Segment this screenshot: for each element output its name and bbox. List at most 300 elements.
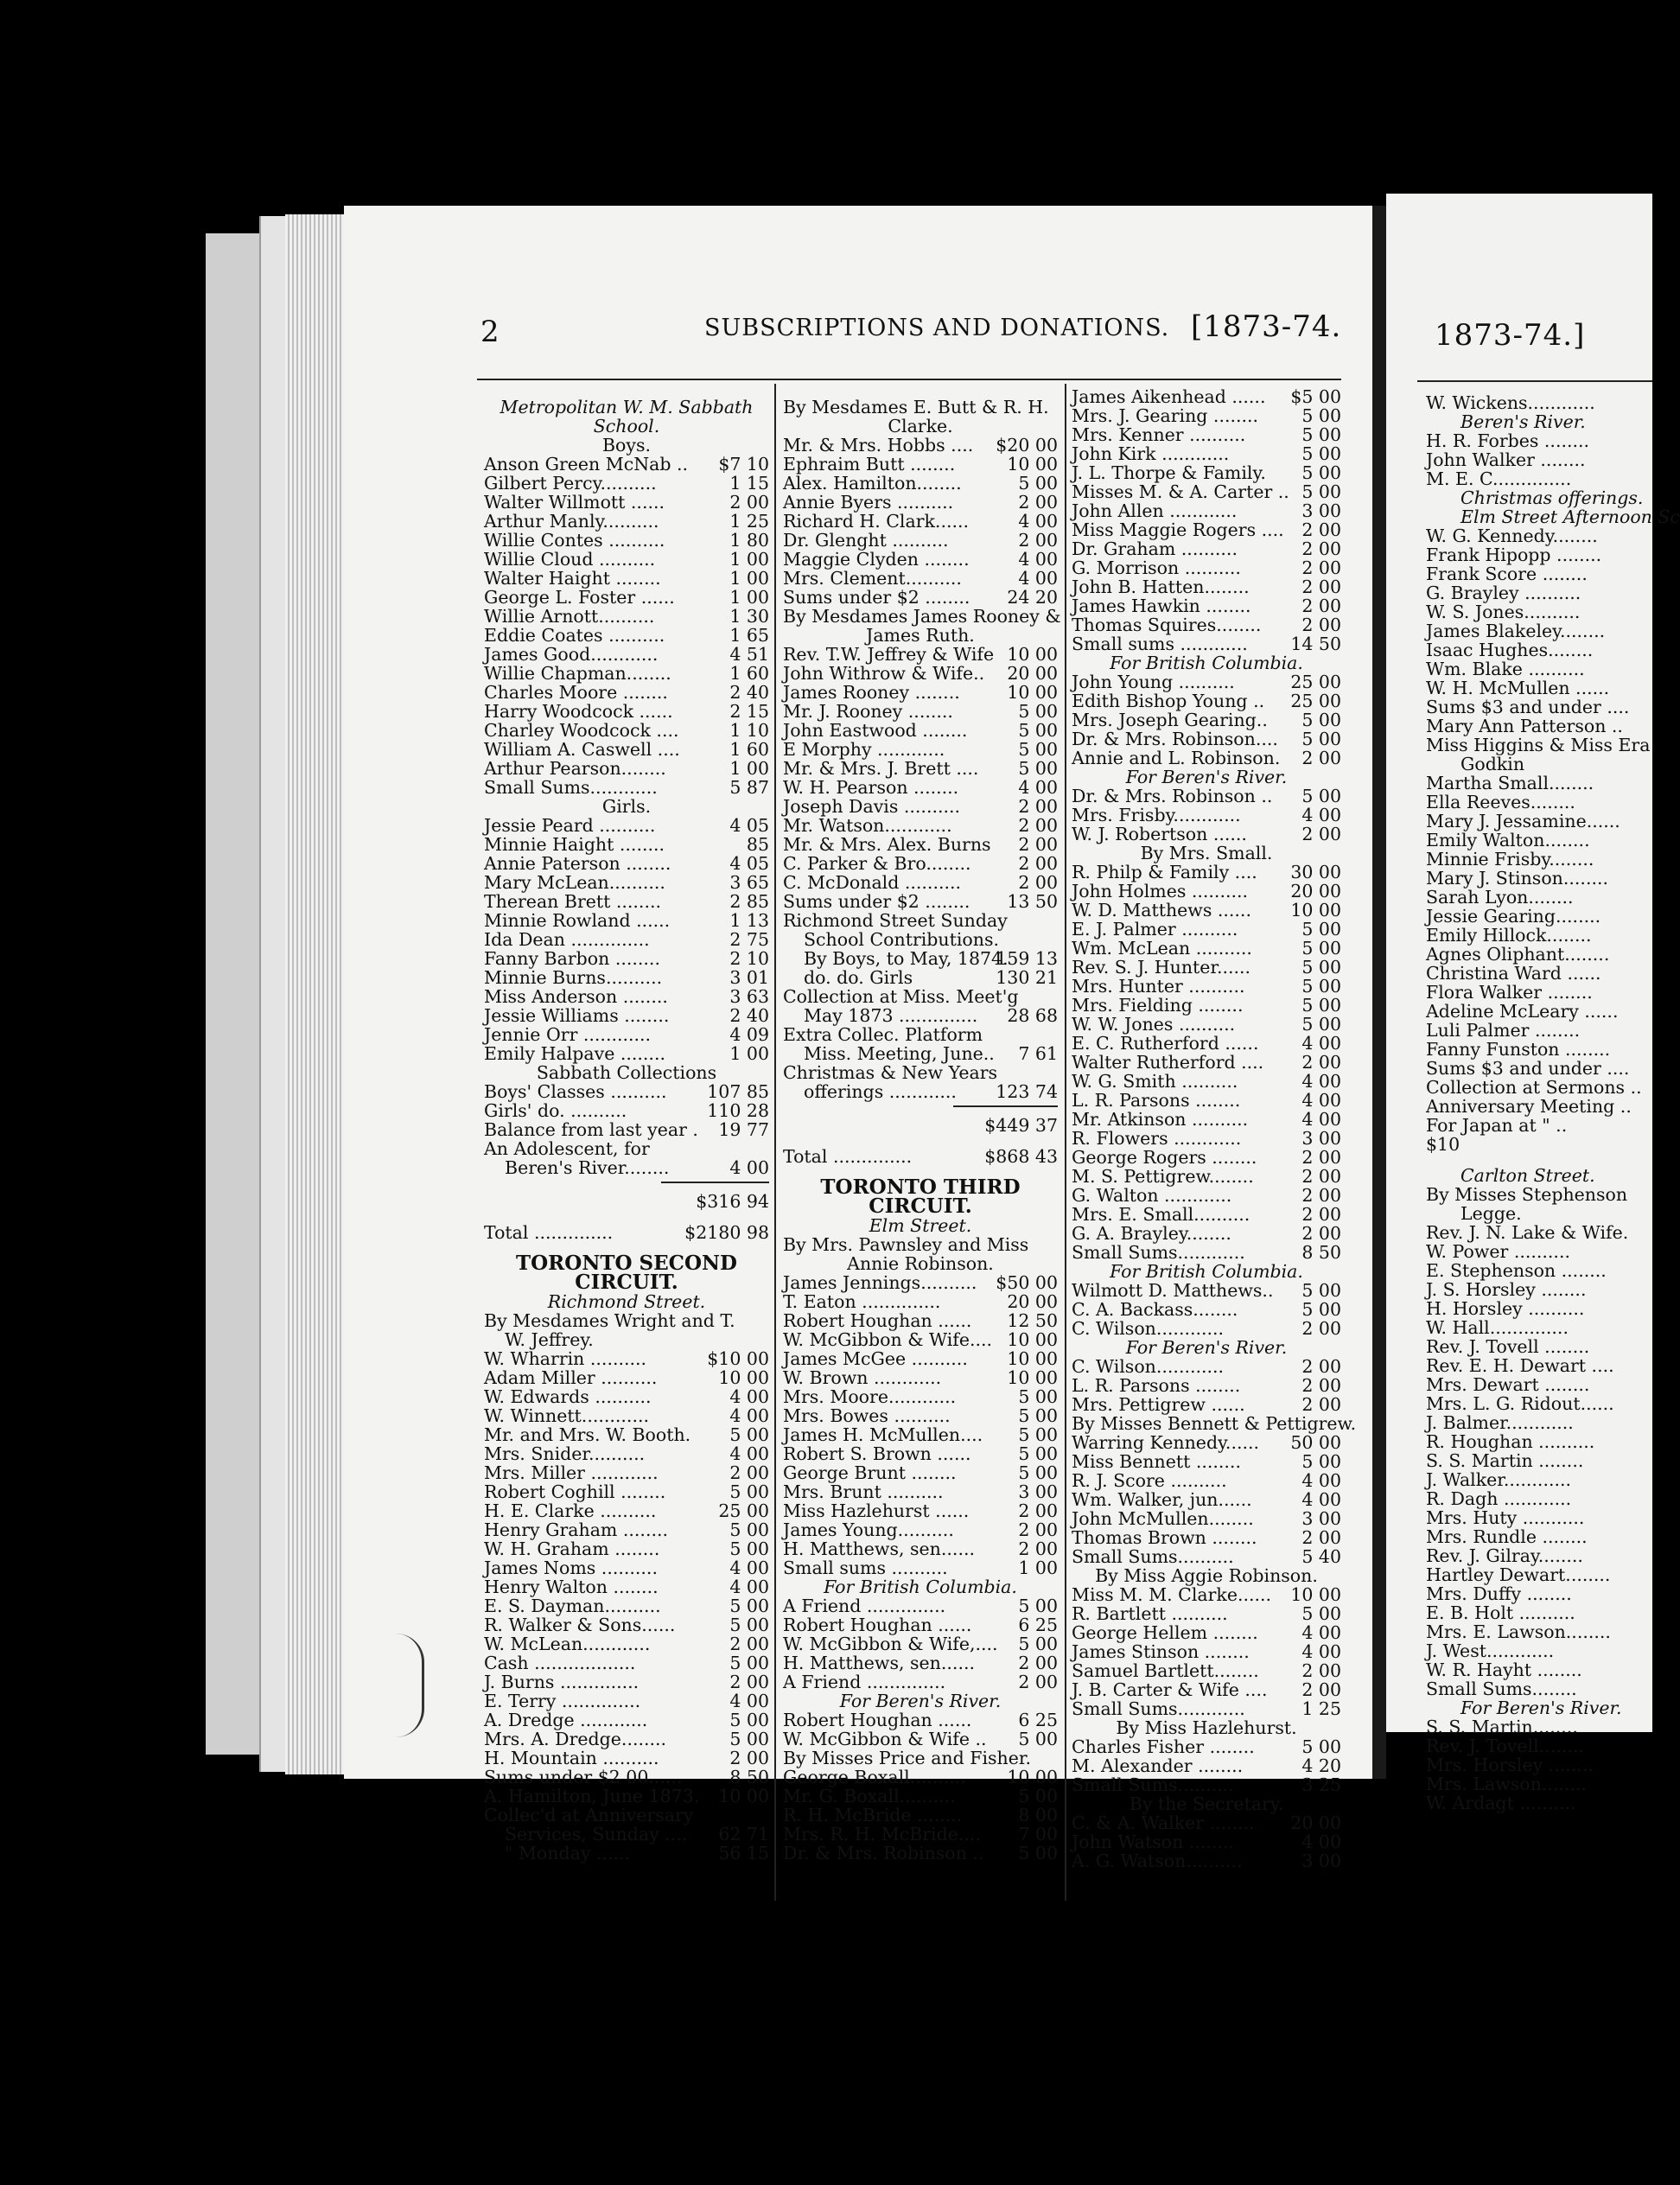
entry-name: Robert Coghill ........: [484, 1481, 666, 1502]
entry-amount: 4 00: [729, 1443, 769, 1464]
entry-row: [1072, 825, 1341, 844]
entry-amount: 2 00: [729, 1748, 769, 1768]
entry-amount: 2 00: [1301, 519, 1341, 540]
entry-name: Boys.: [601, 435, 652, 455]
entry-row: Rev. J. Tovell ........: [1426, 1336, 1590, 1357]
entry-amount: $2180 98: [684, 1222, 769, 1243]
entry-amount: 2 85: [729, 891, 769, 912]
entry-name: A. Hamilton, June 1873.: [484, 1786, 700, 1806]
entry-name: Mrs. J. Gearing ........: [1072, 405, 1259, 426]
entry-name: Wm. McLean ..........: [1072, 938, 1252, 959]
entry-row: By Misses Stephenson: [1426, 1184, 1628, 1205]
entry-name: Fanny Barbon ........: [484, 948, 660, 969]
entry-row: [783, 664, 1058, 683]
entry-row: [1072, 1262, 1341, 1281]
entry-name: Small Sums............: [1072, 1242, 1245, 1263]
entry-name: Willie Cloud ..........: [484, 549, 656, 570]
entry-amount: 2 00: [1301, 748, 1341, 768]
entry-amount: 20 00: [1290, 1812, 1341, 1833]
entry-name: Mrs. Moore............: [783, 1386, 957, 1407]
entry-name: C. A. Backass........: [1072, 1299, 1238, 1320]
entry-row: [1072, 520, 1341, 539]
entry-row: [484, 1223, 769, 1242]
entry-row: [783, 1634, 1058, 1653]
entry-name: May 1873 ..............: [804, 1005, 978, 1026]
entry-amount: 2 00: [1301, 1052, 1341, 1073]
subtotal-rule: [953, 1105, 1058, 1107]
entry-name: An Adolescent, for: [484, 1138, 650, 1159]
entry-row: [1072, 806, 1341, 825]
entry-amount: 19 77: [718, 1119, 769, 1140]
entry-name: School Contributions.: [804, 929, 1000, 950]
entry-row: [484, 398, 769, 417]
entry-amount: 5 00: [729, 1653, 769, 1673]
entry-amount: 5 00: [729, 1729, 769, 1749]
entry-row: [783, 892, 1058, 911]
entry-amount: 7 61: [1018, 1043, 1058, 1064]
entry-name: G. A. Brayley........: [1072, 1223, 1231, 1244]
entry-row: [783, 1520, 1058, 1539]
entry-row: [783, 968, 1058, 987]
entry-amount: 2 00: [1301, 615, 1341, 635]
entry-name: Miss Hazlehurst ......: [783, 1500, 970, 1521]
entry-amount: 5 00: [729, 1424, 769, 1445]
entry-name: Adam Miller ..........: [484, 1367, 658, 1388]
entry-row: Small Sums........: [1426, 1679, 1577, 1699]
entry-row: [783, 1025, 1058, 1044]
entry-name: John Watson ........: [1072, 1831, 1234, 1852]
entry-amount: 4 00: [1301, 1033, 1341, 1054]
entry-row: [484, 626, 769, 645]
entry-row: [783, 1482, 1058, 1501]
entry-name: Charles Fisher ........: [1072, 1736, 1255, 1757]
entry-name: E. Terry ..............: [484, 1691, 641, 1711]
entry-row: [783, 1135, 1058, 1147]
entry-name: Small Sums............: [1072, 1698, 1245, 1719]
entry-row: [1072, 1433, 1341, 1452]
entry-row: [484, 892, 769, 911]
entry-amount: 8 50: [729, 1767, 769, 1787]
entry-row: [1072, 920, 1341, 939]
entry-name: Mr. Atkinson ..........: [1072, 1109, 1249, 1130]
entry-row: [484, 1311, 769, 1330]
entry-row: [484, 569, 769, 588]
entry-row: Ella Reeves........: [1426, 792, 1575, 812]
entry-row: [783, 949, 1058, 968]
entry-amount: 4 00: [1018, 568, 1058, 589]
entry-row: [1072, 1490, 1341, 1509]
entry-row: Mrs. Dewart ........: [1426, 1374, 1590, 1395]
entry-row: [783, 1368, 1058, 1387]
entry-name: Metropolitan W. M. Sabbath: [500, 397, 754, 417]
entry-name: Girls.: [601, 796, 652, 817]
column-rule-2: [1065, 384, 1066, 1901]
entry-row: [783, 569, 1058, 588]
entry-amount: 5 00: [1301, 424, 1341, 445]
entry-amount: 2 00: [1018, 1672, 1058, 1692]
entry-amount: 5 00: [1301, 481, 1341, 502]
entry-row: [1072, 1167, 1341, 1186]
entry-name: For British Columbia.: [1110, 1261, 1303, 1282]
entry-name: James Young..........: [783, 1519, 954, 1540]
entry-row: [783, 1672, 1058, 1691]
entry-row: [484, 1292, 769, 1311]
entry-name: R. Philp & Family ....: [1072, 862, 1257, 882]
entry-row: [1072, 1205, 1341, 1224]
entry-name: Girls' do. ..........: [484, 1100, 627, 1121]
entry-name: Wilmott D. Matthews..: [1072, 1280, 1274, 1301]
entry-row: W. Ardagt ..........: [1426, 1793, 1576, 1813]
entry-row: [1072, 1509, 1341, 1528]
entry-row: [484, 1082, 769, 1101]
entry-name: G. Morrison ..........: [1072, 557, 1241, 578]
entry-row: [783, 1330, 1058, 1349]
entry-amount: 2 00: [1018, 1519, 1058, 1540]
entry-row: [783, 1425, 1058, 1444]
entry-name: E. S. Dayman..........: [484, 1596, 661, 1616]
entry-name: C. Wilson............: [1072, 1318, 1225, 1339]
column-3: [1072, 386, 1357, 1871]
entry-name: By the Secretary.: [1129, 1793, 1284, 1814]
entry-amount: 2 15: [729, 701, 769, 722]
entry-row: Christmas offerings.: [1460, 487, 1644, 508]
entry-name: Samuel Bartlett........: [1072, 1660, 1259, 1681]
entry-row: Martha Small........: [1426, 773, 1594, 793]
entry-row: Rev. J. Gilray........: [1426, 1545, 1583, 1566]
entry-row: Hartley Dewart........: [1426, 1564, 1611, 1585]
entry-row: [484, 1806, 769, 1825]
entry-name: E. C. Rutherford ......: [1072, 1033, 1259, 1054]
entry-row: [484, 1158, 769, 1177]
entry-name: Joseph Davis ..........: [783, 796, 961, 817]
entry-row: [1072, 1338, 1341, 1357]
entry-name: Edith Bishop Young ..: [1072, 691, 1265, 711]
entry-row: G. Brayley ..........: [1426, 583, 1581, 603]
entry-name: For British Columbia.: [824, 1577, 1017, 1597]
entry-row: [783, 1463, 1058, 1482]
entry-row: Mrs. Lawson........: [1426, 1774, 1587, 1794]
entry-name: H. Matthews, sen......: [783, 1653, 975, 1673]
entry-amount: 5 00: [1018, 720, 1058, 741]
entry-amount: 2 00: [729, 1462, 769, 1483]
entry-row: W. G. Kennedy........: [1426, 526, 1598, 546]
entry-row: [783, 1311, 1058, 1330]
entry-name: W. J. Robertson ......: [1072, 824, 1247, 844]
entry-amount: 4 05: [729, 815, 769, 836]
entry-row: [783, 1539, 1058, 1558]
column-2: [783, 397, 1061, 1863]
entry-amount: 1 60: [729, 739, 769, 760]
entry-row: [1072, 1756, 1341, 1775]
entry-row: [783, 1787, 1058, 1806]
entry-name: C. Wilson............: [1072, 1356, 1225, 1377]
entry-name: Balance from last year .: [484, 1119, 698, 1140]
entry-amount: 2 00: [1301, 1166, 1341, 1187]
entry-name: Extra Collec. Platform: [783, 1024, 983, 1045]
entry-name: " Monday ......: [505, 1843, 631, 1863]
entry-amount: 3 00: [1301, 500, 1341, 521]
entry-name: Charley Woodcock ....: [484, 720, 679, 741]
entry-name: Mr. & Mrs. Hobbs ....: [783, 435, 974, 455]
entry-row: [783, 1596, 1058, 1615]
entry-row: [1072, 1813, 1341, 1832]
entry-amount: 10 00: [1290, 900, 1341, 921]
entry-amount: 5 00: [1018, 1405, 1058, 1426]
entry-amount: 5 00: [1301, 786, 1341, 806]
entry-amount: 2 00: [1301, 1375, 1341, 1396]
entry-amount: 2 00: [1018, 834, 1058, 855]
entry-amount: 4 00: [1301, 1470, 1341, 1491]
entry-amount: 4 00: [729, 1157, 769, 1178]
entry-amount: 10 00: [1007, 682, 1058, 703]
entry-row: Emily Walton........: [1426, 830, 1590, 850]
entry-row: [1072, 1281, 1341, 1300]
entry-row: [484, 797, 769, 816]
entry-row: [484, 1273, 769, 1292]
entry-row: [783, 1406, 1058, 1425]
entry-name: W. Edwards ..........: [484, 1386, 652, 1407]
entry-amount: 1 60: [729, 663, 769, 684]
entry-row: [484, 1368, 769, 1387]
entry-name: J. Burns ..............: [484, 1672, 640, 1692]
entry-row: [484, 588, 769, 607]
entry-name: Mrs. Hunter ..........: [1072, 976, 1245, 997]
entry-row: [484, 702, 769, 721]
entry-amount: 4 05: [729, 853, 769, 874]
entry-amount: 4 20: [1301, 1755, 1341, 1776]
entry-name: James Rooney ........: [783, 682, 960, 703]
entry-row: [1072, 749, 1341, 768]
entry-row: [1072, 691, 1341, 710]
entry-name: W. McGibbon & Wife ..: [783, 1729, 987, 1749]
entry-amount: 4 00: [1301, 1831, 1341, 1852]
entry-row: Legge.: [1460, 1203, 1522, 1224]
entry-row: [1072, 1528, 1341, 1547]
entry-row: W. Hall..............: [1426, 1317, 1569, 1338]
entry-amount: 2 00: [1301, 1318, 1341, 1339]
entry-amount: $50 00: [996, 1272, 1058, 1293]
entry-row: [1072, 558, 1341, 577]
entry-name: By Mesdames Wright and T.: [484, 1310, 735, 1331]
entry-name: CIRCUIT.: [869, 1194, 972, 1218]
entry-row: Christina Ward ......: [1426, 963, 1601, 984]
entry-row: [1072, 1110, 1341, 1129]
entry-name: Small sums ..........: [783, 1558, 948, 1578]
entry-name: Small Sums..........: [1072, 1774, 1234, 1795]
entry-row: J. Walker............: [1426, 1469, 1572, 1490]
entry-name: Robert Houghan ......: [783, 1310, 972, 1331]
entry-row: [484, 1406, 769, 1425]
entry-name: Thomas Squires........: [1072, 615, 1262, 635]
entry-amount: 4 00: [729, 1405, 769, 1426]
entry-row: [783, 1710, 1058, 1730]
entry-name: By Misses Price and Fisher.: [783, 1748, 1031, 1768]
entry-name: Miss Bennett ........: [1072, 1451, 1241, 1472]
entry-name: By Misses Bennett & Pettigrew.: [1072, 1413, 1357, 1434]
entry-name: Ephraim Butt ........: [783, 454, 956, 475]
entry-amount: 5 00: [729, 1596, 769, 1616]
entry-amount: 24 20: [1007, 587, 1058, 608]
entry-amount: 2 00: [1301, 577, 1341, 597]
entry-name: Total ..............: [783, 1146, 913, 1167]
entry-row: M. E. C..............: [1426, 468, 1572, 489]
entry-name: Henry Graham ........: [484, 1519, 669, 1540]
entry-amount: 5 00: [1301, 443, 1341, 464]
entry-amount: 2 00: [1301, 1679, 1341, 1700]
entry-name: TORONTO SECOND: [516, 1252, 737, 1275]
entry-name: Small sums ............: [1072, 634, 1248, 654]
entry-row: [484, 1672, 769, 1691]
entry-name: Wm. Walker, jun......: [1072, 1489, 1252, 1510]
entry-row: W. S. Jones..........: [1426, 602, 1581, 622]
entry-row: R. Houghan ..........: [1426, 1431, 1595, 1452]
entry-name: For British Columbia.: [1110, 653, 1303, 673]
entry-row: [1072, 1129, 1341, 1148]
entry-row: [783, 987, 1058, 1006]
entry-row: [783, 1235, 1058, 1254]
entry-row: [1072, 1851, 1341, 1870]
entry-amount: 2 00: [1301, 1394, 1341, 1415]
entry-name: John B. Hatten........: [1072, 577, 1250, 597]
entry-row: Mary J. Jessamine......: [1426, 811, 1620, 831]
entry-row: [484, 1063, 769, 1082]
subtotal-rule: [661, 1182, 769, 1183]
entry-row: Agnes Oliphant........: [1426, 944, 1610, 965]
entry-name: John McMullen........: [1072, 1508, 1254, 1529]
entry-row: [484, 1844, 769, 1863]
entry-row: W. Power ..........: [1426, 1241, 1570, 1262]
entry-row: [783, 493, 1058, 512]
entry-amount: 3 01: [729, 967, 769, 988]
entry-row: [1072, 1319, 1341, 1338]
entry-row: [1072, 596, 1341, 615]
entry-row: James Blakeley........: [1426, 621, 1606, 641]
entry-name: W. McLean............: [484, 1634, 651, 1654]
entry-amount: 2 75: [729, 929, 769, 950]
entry-row: [1072, 882, 1341, 901]
entry-amount: 2 00: [1018, 1500, 1058, 1521]
entry-amount: 5 00: [729, 1481, 769, 1502]
entry-amount: 5 87: [729, 777, 769, 798]
entry-name: Walter Willmott ......: [484, 492, 665, 513]
entry-amount: 4 00: [1301, 1109, 1341, 1130]
entry-row: [484, 949, 769, 968]
entry-name: By Mrs. Small.: [1140, 843, 1273, 863]
entry-name: Robert S. Brown ......: [783, 1443, 971, 1464]
entry-name: R. Bartlett ..........: [1072, 1603, 1228, 1624]
entry-row: [783, 683, 1058, 702]
entry-row: [1072, 1395, 1341, 1414]
entry-amount: 5 00: [1301, 938, 1341, 959]
entry-name: Arthur Pearson........: [484, 758, 666, 779]
entry-name: Miss M. M. Clarke......: [1072, 1584, 1272, 1605]
entry-row: [484, 968, 769, 987]
entry-amount: 2 40: [729, 1005, 769, 1026]
entry-amount: 159 13: [996, 948, 1058, 969]
entry-row: H. Horsley ..........: [1426, 1298, 1585, 1319]
entry-amount: 2 00: [1301, 824, 1341, 844]
entry-row: J. West............: [1426, 1640, 1555, 1661]
entry-name: Elm Street.: [869, 1215, 972, 1236]
entry-row: [783, 588, 1058, 607]
entry-amount: 110 28: [707, 1100, 769, 1121]
entry-name: For Beren's River.: [1125, 767, 1288, 787]
entry-row: [783, 1254, 1058, 1273]
entry-row: [783, 512, 1058, 531]
entry-amount: 5 00: [1301, 1014, 1341, 1035]
entry-name: Thomas Brown ........: [1072, 1527, 1257, 1548]
entry-name: Mr. G. Boxall..........: [783, 1786, 956, 1806]
entry-name: Mrs. Miller ............: [484, 1462, 659, 1483]
entry-amount: 5 00: [1301, 729, 1341, 749]
entry-name: Harry Woodcock ......: [484, 701, 673, 722]
entry-row: [783, 1006, 1058, 1025]
entry-name: Mrs. Kenner ..........: [1072, 424, 1246, 445]
entry-row: [484, 1825, 769, 1844]
entry-row: Rev. J. Tovell........: [1426, 1736, 1584, 1756]
entry-row: [783, 854, 1058, 873]
entry-name: Miss Maggie Rogers ....: [1072, 519, 1284, 540]
entry-amount: 10 00: [1290, 1584, 1341, 1605]
entry-name: do. do. Girls: [804, 967, 913, 988]
entry-row: [1072, 1585, 1341, 1604]
entry-name: Mr. & Mrs. Alex. Burns: [783, 834, 991, 855]
entry-name: Charles Moore ........: [484, 682, 668, 703]
entry-name: Mrs. R. H. McBride....: [783, 1824, 981, 1844]
entry-row: [783, 1806, 1058, 1825]
entry-row: Mrs. Horsley ........: [1426, 1755, 1594, 1775]
entry-row: [1072, 387, 1341, 406]
entry-amount: 7 00: [1018, 1824, 1058, 1844]
entry-name: For Beren's River.: [1125, 1337, 1288, 1358]
entry-amount: 8 50: [1301, 1242, 1341, 1263]
entry-row: S. S. Martin........: [1426, 1717, 1578, 1737]
entry-amount: 5 00: [1018, 1634, 1058, 1654]
entry-name: Clarke.: [888, 416, 953, 436]
entry-name: Mrs. Brunt ..........: [783, 1481, 944, 1502]
column-1: [484, 398, 769, 1863]
entry-name: James Jennings..........: [783, 1272, 977, 1293]
entry-name: E Morphy ............: [783, 739, 945, 760]
entry-row: [783, 606, 1061, 627]
entry-amount: 2 00: [1301, 596, 1341, 616]
entry-name: H. E. Clarke ..........: [484, 1500, 657, 1521]
entry-name: Jessie Williams ........: [484, 1005, 670, 1026]
entry-amount: 14 50: [1290, 634, 1341, 654]
entry-amount: 5 00: [1301, 1603, 1341, 1624]
entry-name: Total ..............: [484, 1222, 614, 1243]
entry-name: R. J. Score ..........: [1072, 1470, 1227, 1491]
entry-row: [1072, 482, 1341, 501]
entry-row: S. S. Martin ........: [1426, 1450, 1584, 1471]
entry-amount: 2 00: [1018, 492, 1058, 513]
entry-row: [783, 1749, 1058, 1768]
entry-name: H. Matthews, sen......: [783, 1538, 975, 1559]
entry-row: [484, 550, 769, 569]
entry-amount: 5 00: [1301, 1299, 1341, 1320]
entry-row: Elm Street Afternoon Sc: [1460, 506, 1680, 527]
entry-row: [484, 1787, 769, 1806]
entry-row: [783, 1082, 1058, 1101]
entry-amount: 5 40: [1301, 1546, 1341, 1567]
entry-amount: 4 00: [729, 1558, 769, 1578]
entry-row: [783, 1691, 1058, 1710]
entry-row: [1072, 1224, 1341, 1243]
entry-name: George Boxall..........: [783, 1767, 966, 1787]
entry-row: [783, 398, 1058, 417]
entry-row: [484, 1139, 769, 1158]
entry-name: For Beren's River.: [839, 1691, 1002, 1711]
